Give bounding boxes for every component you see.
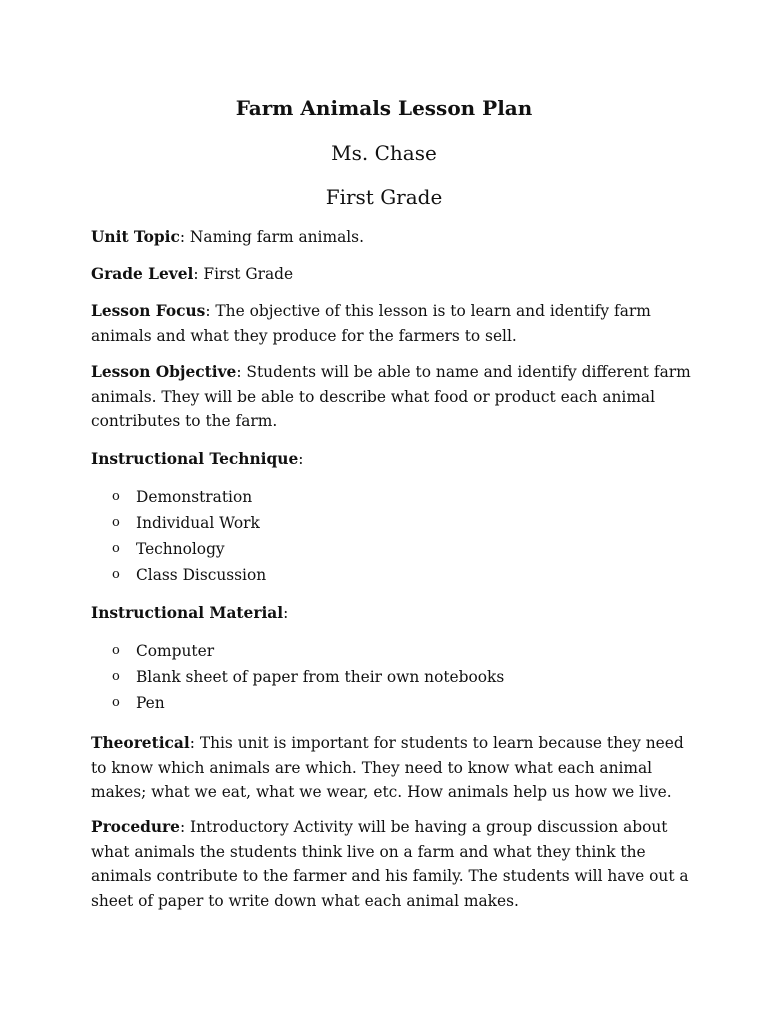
grade-level-paragraph: [91, 262, 691, 287]
bullet-icon: o: [112, 643, 120, 658]
material-list: [112, 638, 504, 716]
list-item: [112, 484, 266, 510]
lesson-focus-label: Lesson Focus: [91, 302, 206, 320]
bullet-icon: o: [112, 541, 120, 556]
lesson-objective-label: Lesson Objective: [91, 363, 237, 381]
unit-topic-label: Unit Topic: [91, 228, 180, 246]
instructional-technique-heading: [91, 447, 691, 472]
list-item-text: Class Discussion: [136, 566, 267, 584]
list-item-text: Pen: [136, 694, 165, 712]
teacher-name: Ms. Chase: [331, 141, 437, 165]
instructional-technique-colon: :: [298, 450, 304, 468]
theoretical-text: : This unit is important for students to learn because they need to know which animals are which. They need to know what each animal makes; what we eat, what we wear, etc. How animals help us how we live.: [91, 734, 684, 801]
grade-level-text: : First Grade: [193, 265, 294, 283]
list-item-text: Blank sheet of paper from their own notebooks: [136, 668, 505, 686]
lesson-focus-paragraph: [91, 299, 691, 348]
list-item: [112, 510, 266, 536]
list-item-text: Technology: [136, 540, 225, 558]
instructional-material-heading: [91, 601, 691, 626]
grade-heading: First Grade: [325, 185, 443, 209]
lesson-objective-paragraph: [91, 360, 691, 434]
list-item-text: Demonstration: [136, 488, 253, 506]
instructional-material-label: Instructional Material: [91, 604, 284, 622]
bullet-icon: o: [112, 567, 120, 582]
technique-list: [112, 484, 266, 588]
theoretical-paragraph: [91, 731, 691, 805]
bullet-icon: o: [112, 669, 120, 684]
list-item: [112, 562, 266, 588]
list-item: [112, 664, 504, 690]
list-item-text: Individual Work: [136, 514, 260, 532]
lesson-objective-text: : Students will be able to name and identify different farm animals. They will be able to describe what food or product each animal contributes to the farm.: [91, 363, 691, 430]
procedure-label: Procedure: [91, 818, 180, 836]
unit-topic-paragraph: [91, 225, 691, 250]
grade-level-label: Grade Level: [91, 265, 194, 283]
procedure-text: : Introductory Activity will be having a group discussion about what animals the students think live on a farm and what they think the animals contribute to the farmer and his family. The students will have out a sheet of paper to write down what each animal makes.: [91, 818, 689, 910]
list-item-text: Computer: [136, 642, 215, 660]
list-item: [112, 638, 504, 664]
list-item: [112, 536, 266, 562]
instructional-material-colon: :: [283, 604, 289, 622]
bullet-icon: o: [112, 515, 120, 530]
unit-topic-text: : Naming farm animals.: [179, 228, 364, 246]
bullet-icon: o: [112, 489, 120, 504]
page-title: Farm Animals Lesson Plan: [235, 96, 533, 120]
bullet-icon: o: [112, 695, 120, 710]
lesson-focus-text: : The objective of this lesson is to learn and identify farm animals and what they produce for the farmers to sell.: [91, 302, 651, 345]
procedure-paragraph: [91, 815, 691, 913]
list-item: [112, 690, 504, 716]
theoretical-label: Theoretical: [91, 734, 190, 752]
instructional-technique-label: Instructional Technique: [91, 450, 299, 468]
